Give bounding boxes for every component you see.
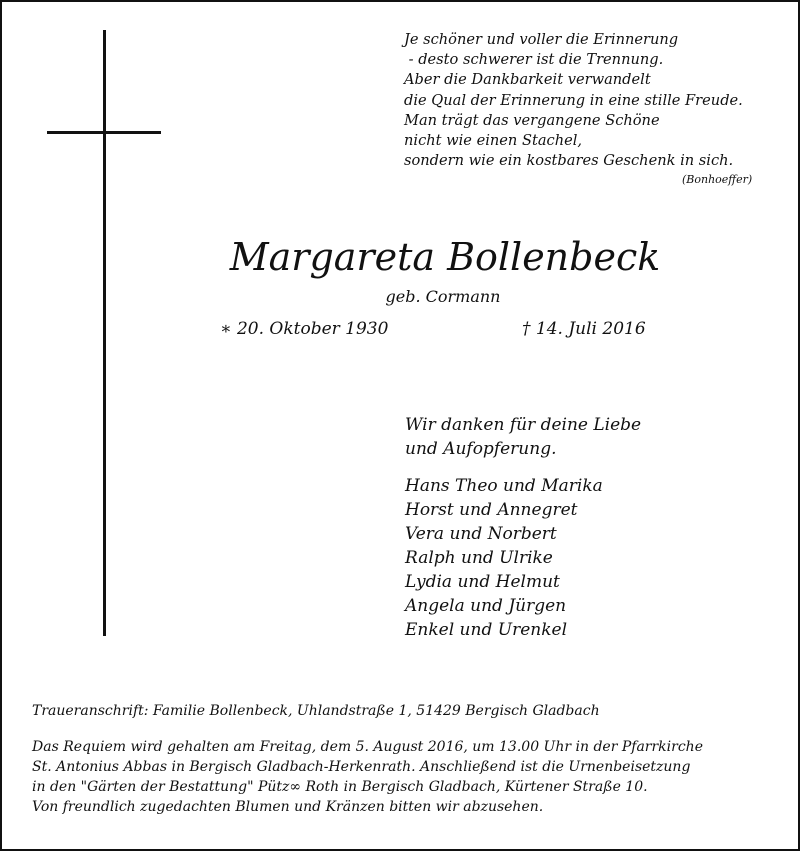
requiem-line: Von freundlich zugedachten Blumen und Kränzen bitten wir abzusehen. bbox=[32, 799, 544, 815]
death-date: † 14. Juli 2016 bbox=[522, 319, 646, 339]
requiem-line: Das Requiem wird gehalten am Freitag, dem 5. August 2016, um 13.00 Uhr in der Pfarrkirche bbox=[32, 739, 703, 755]
cross-icon-crossbar bbox=[47, 131, 161, 134]
requiem-info bbox=[32, 737, 703, 817]
poem-line: nicht wie einen Stachel, bbox=[404, 132, 583, 150]
poem-line: Je schöner und voller die Erinnerung bbox=[404, 31, 679, 48]
poem-line: Man trägt das vergangene Schöne bbox=[404, 111, 660, 129]
thanks-line: Wir danken für deine Liebe bbox=[405, 415, 642, 435]
requiem-line: St. Antonius Abbas in Bergisch Gladbach-Herkenrath. Anschließend ist die Urnenbeisetzung bbox=[32, 759, 691, 775]
birth-name: geb. Cormann bbox=[385, 287, 501, 306]
family-member: Enkel und Urenkel bbox=[405, 620, 568, 640]
thanks-line: und Aufopferung. bbox=[405, 439, 557, 459]
poem-line: - desto schwerer ist die Trennung. bbox=[404, 51, 664, 69]
family-member: Lydia und Helmut bbox=[405, 572, 560, 592]
memorial-poem bbox=[404, 30, 784, 186]
poem-attribution: (Bonhoeffer) bbox=[682, 173, 753, 186]
birth-date: ∗ 20. Oktober 1930 bbox=[220, 319, 389, 339]
poem-line: die Qual der Erinnerung in eine stille Freude. bbox=[404, 91, 743, 109]
family-member: Hans Theo und Marika bbox=[405, 476, 603, 496]
family-member: Ralph und Ulrike bbox=[405, 548, 553, 568]
mourning-address: Traueranschrift: Familie Bollenbeck, Uhlandstraße 1, 51429 Bergisch Gladbach bbox=[32, 703, 600, 719]
poem-line: sondern wie ein kostbares Geschenk in sich. bbox=[404, 152, 734, 170]
family-member: Vera und Norbert bbox=[405, 524, 557, 544]
poem-line: Aber die Dankbarkeit verwandelt bbox=[404, 71, 651, 89]
family-member: Horst und Annegret bbox=[405, 500, 578, 520]
family-member: Angela und Jürgen bbox=[405, 596, 567, 616]
cross-icon bbox=[103, 30, 106, 636]
thanks-message bbox=[405, 413, 641, 461]
deceased-name: Margareta Bollenbeck bbox=[229, 235, 661, 279]
requiem-line: in den "Gärten der Bestattung" Pütz∞ Roth in Bergisch Gladbach, Kürtener Straße 10. bbox=[32, 779, 648, 795]
family-list bbox=[405, 474, 603, 642]
